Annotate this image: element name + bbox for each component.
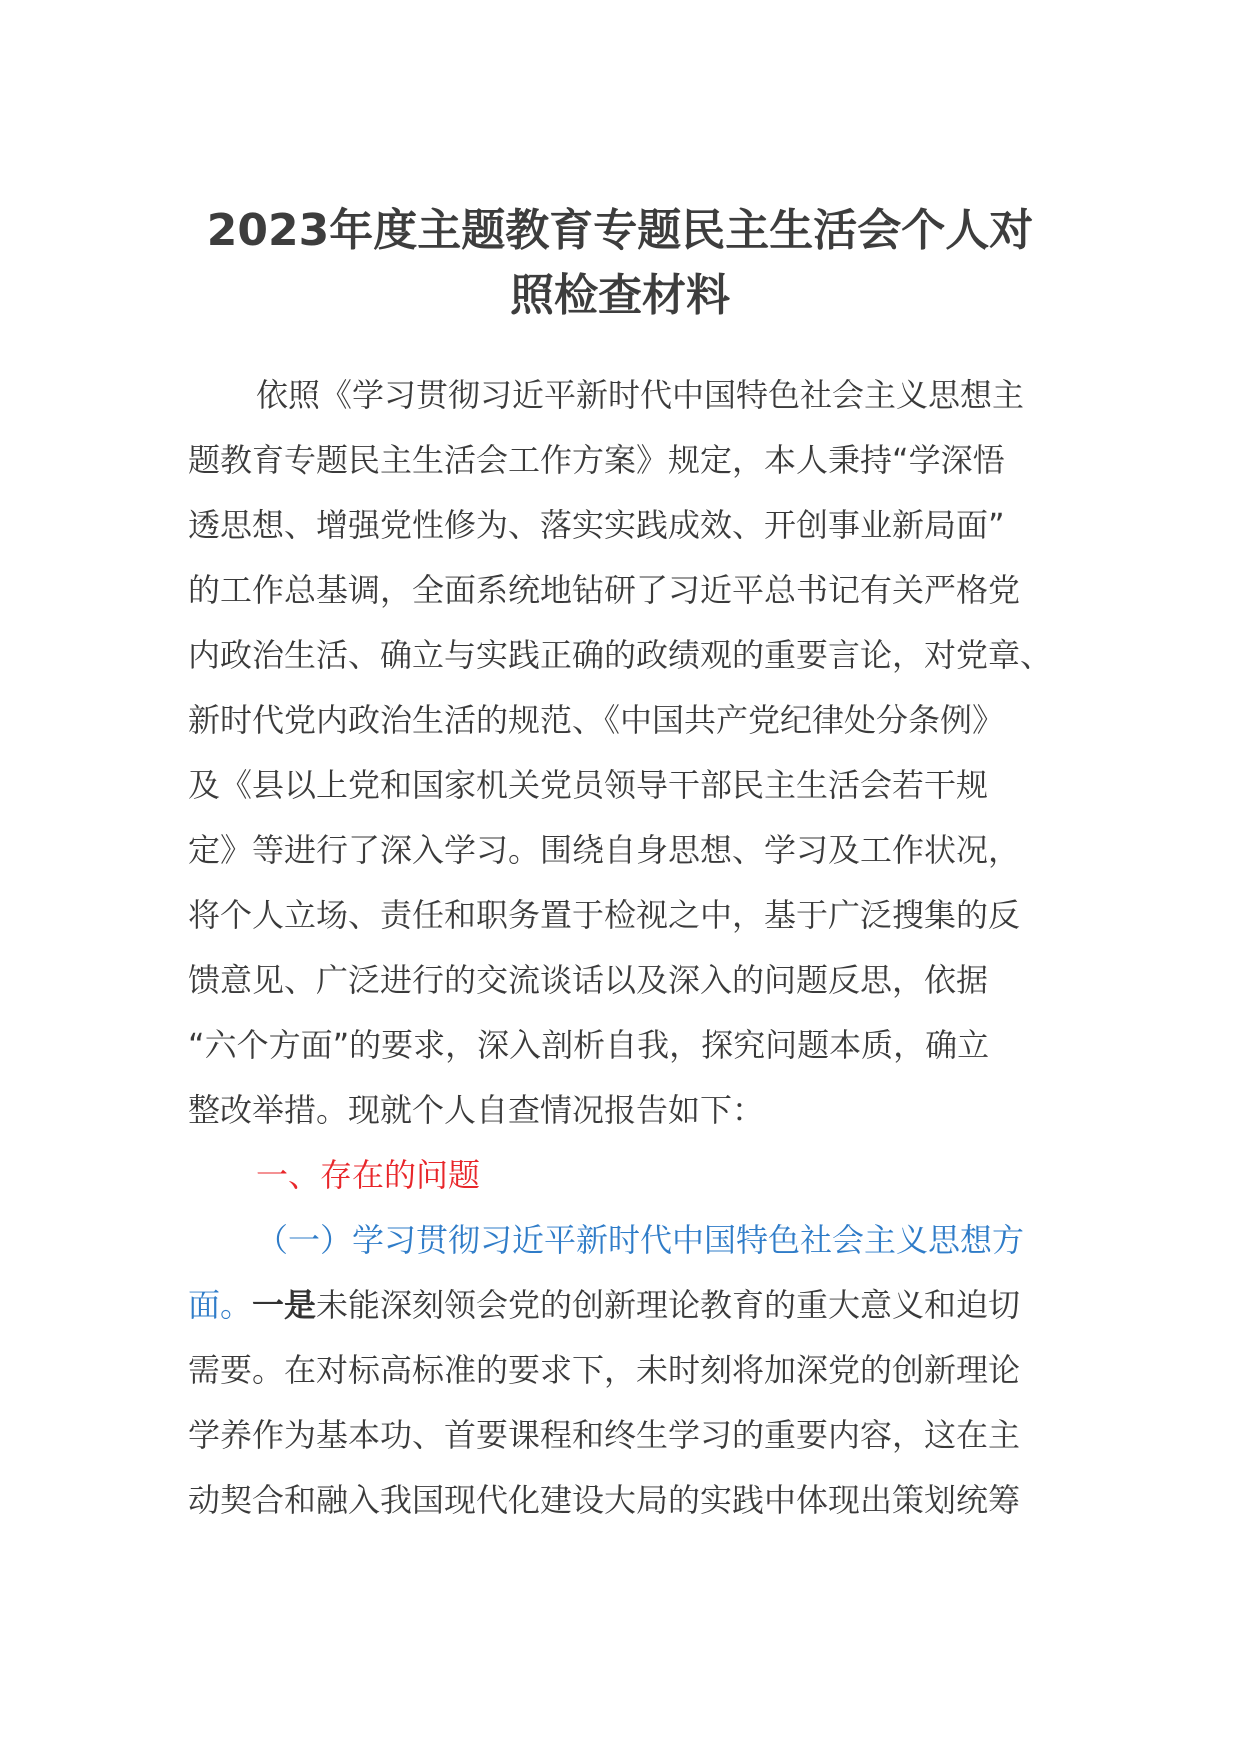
body-line: 及《县以上党和国家机关党员领导干部民主生活会若干规 [188, 766, 989, 804]
subsection-mixed-line [188, 1273, 1058, 1338]
document-body [188, 363, 1058, 1533]
subsection-heading-line-1: （一）学习贯彻习近平新时代中国特色社会主义思想方 [256, 1221, 1025, 1259]
body-line: 学养作为基本功、首要课程和终生学习的重要内容，这在主 [188, 1416, 1021, 1454]
body-line: 馈意见、广泛进行的交流谈话以及深入的问题反思，依据 [188, 961, 989, 999]
body-line: 整改举措。现就个人自查情况报告如下： [188, 1091, 765, 1129]
section-heading-problems: 一、存在的问题 [256, 1156, 481, 1194]
body-line: 题教育专题民主生活会工作方案》规定，本人秉持“学深悟 [188, 441, 1005, 479]
body-line: 将个人立场、责任和职务置于检视之中，基于广泛搜集的反 [188, 896, 1021, 934]
body-line: 需要。在对标高标准的要求下，未时刻将加深党的创新理论 [188, 1351, 1021, 1389]
document-title-line-1: 2023年度主题教育专题民主生活会个人对 [206, 205, 1034, 256]
bold-lead-text: 一是 [252, 1286, 317, 1324]
body-line: 的工作总基调，全面系统地钻研了习近平总书记有关严格党 [188, 571, 1021, 609]
body-line: 依照《学习贯彻习近平新时代中国特色社会主义思想主 [256, 376, 1025, 414]
document-title-line-2: 照检查材料 [510, 270, 730, 321]
body-line: 内政治生活、确立与实践正确的政绩观的重要言论，对党章、 [188, 636, 1053, 674]
subsection-heading-line-2: 面。 [188, 1286, 253, 1324]
body-line: 定》等进行了深入学习。围绕自身思想、学习及工作状况， [188, 831, 1021, 869]
body-line: “六个方面”的要求，深入剖析自我，探究问题本质，确立 [188, 1026, 990, 1064]
body-text-segment: 未能深刻领会党的创新理论教育的重大意义和迫切 [316, 1286, 1021, 1324]
body-line: 新时代党内政治生活的规范、《中国共产党纪律处分条例》 [188, 701, 1005, 739]
body-line: 动契合和融入我国现代化建设大局的实践中体现出策划统筹 [188, 1481, 1021, 1519]
body-line: 透思想、增强党性修为、落实实践成效、开创事业新局面” [188, 506, 1005, 544]
document-title [160, 198, 1080, 328]
